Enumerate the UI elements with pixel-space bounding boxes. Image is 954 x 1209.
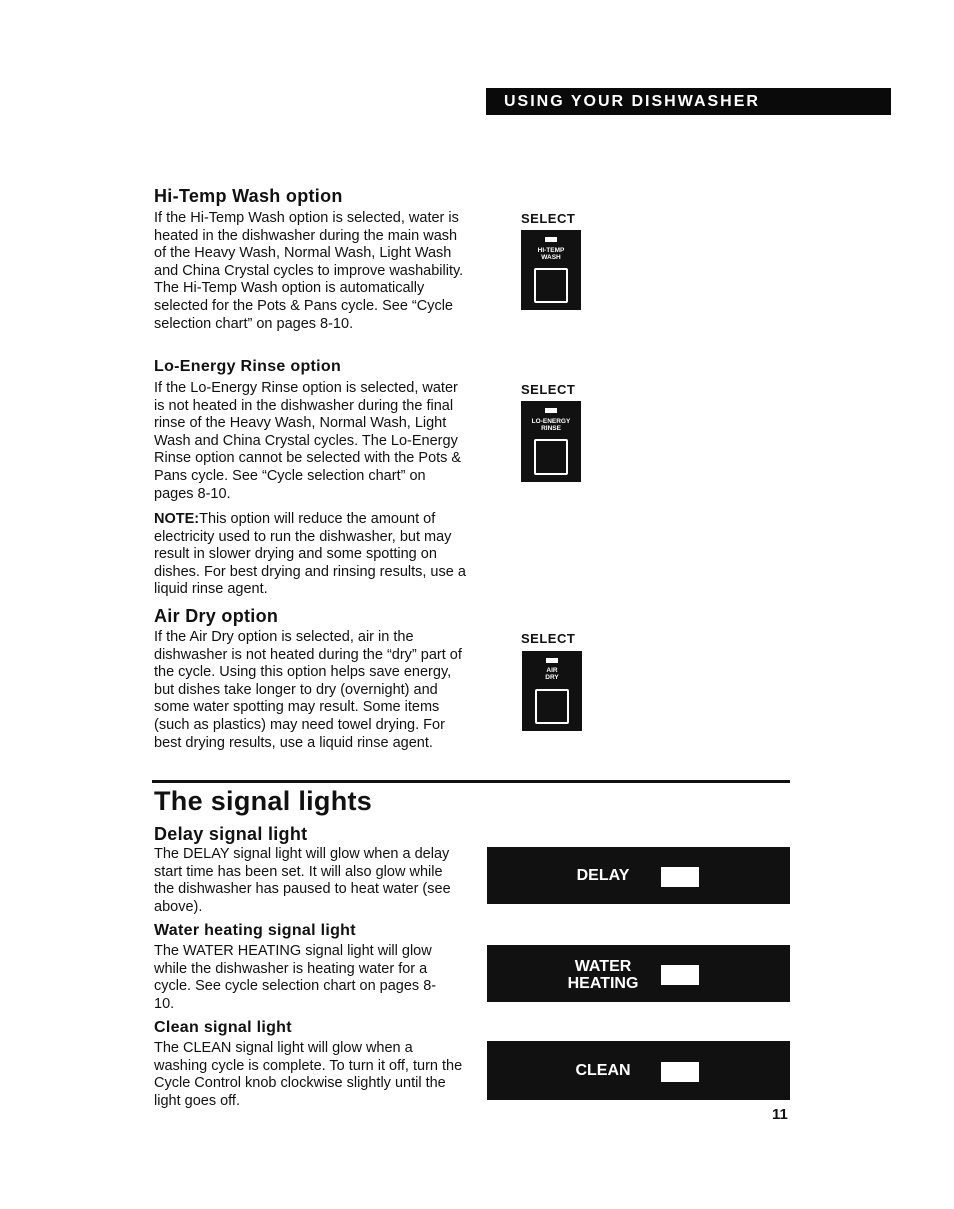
hi-temp-wash-button[interactable] (521, 230, 581, 310)
clean-signal-panel (487, 1041, 790, 1100)
water-heating-panel-label: WATER HEATING (567, 958, 639, 992)
lo-energy-select-label: SELECT (521, 382, 576, 397)
push-button-icon (534, 268, 568, 303)
lo-energy-heading: Lo-Energy Rinse option (154, 358, 342, 375)
indicator-light-icon (545, 237, 557, 242)
delay-body: The DELAY signal light will glow when a delay start time has been set. It will also glow while the dishwasher has paused to heat water (see above). (154, 846, 451, 915)
water-heating-signal-panel (487, 945, 790, 1002)
indicator-light-icon (546, 658, 558, 663)
lo-energy-button-label: LO-ENERGY RINSE (531, 418, 571, 432)
hi-temp-select-label: SELECT (521, 211, 576, 226)
air-dry-select-label: SELECT (521, 631, 576, 646)
delay-heading: Delay signal light (154, 824, 308, 844)
water-heating-body: The WATER HEATING signal light will glow while the dishwasher is heating water for a cycle. See cycle selection chart on pages 8-10. (154, 943, 437, 1012)
section-header: USING YOUR DISHWASHER (486, 88, 891, 115)
hi-temp-button-label: HI-TEMP WASH (537, 247, 565, 261)
push-button-icon (535, 689, 569, 724)
air-dry-button[interactable] (522, 651, 582, 731)
delay-light-icon (661, 867, 699, 887)
water-heating-light-icon (661, 965, 699, 985)
clean-panel-label: CLEAN (575, 1062, 631, 1079)
air-dry-body: If the Air Dry option is selected, air in the dishwasher is not heated during the “dry” part of the cycle. Using this option helps save energy, but dishes take longer to dry (overnight) and some water spotting may result. Some items (such as plastics) may need towel drying. For best drying results, use a liquid rinse agent. (154, 629, 462, 751)
indicator-light-icon (545, 408, 557, 413)
clean-heading: Clean signal light (154, 1019, 292, 1036)
water-heating-heading: Water heating signal light (154, 922, 356, 939)
push-button-icon (534, 439, 568, 475)
lo-energy-body: If the Lo-Energy Rinse option is selected, water is not heated in the dishwasher during the final rinse of the Heavy Wash, Normal Wash, Light Wash and China Crystal cycles. The Lo-Energy Rinse option cannot be selected with the Pots & Pans cycle. See “Cycle selection chart” on pages 8-10. (154, 380, 462, 502)
lo-energy-note (154, 511, 466, 599)
page-number: 11 (772, 1106, 788, 1123)
note-label: NOTE: (154, 511, 200, 527)
air-dry-heading: Air Dry option (154, 606, 279, 626)
lo-energy-rinse-button[interactable] (521, 401, 581, 482)
air-dry-button-label: AIR DRY (545, 667, 559, 681)
signal-lights-title: The signal lights (154, 786, 373, 816)
clean-light-icon (661, 1062, 699, 1082)
section-divider (152, 780, 790, 783)
hi-temp-heading: Hi-Temp Wash option (154, 186, 343, 206)
delay-signal-panel (487, 847, 790, 904)
note-body: This option will reduce the amount of electricity used to run the dishwasher, but may result in slower drying and some spotting on dishes. For best drying and rinsing results, use a liquid rinse agent. (154, 511, 466, 598)
hi-temp-body: If the Hi-Temp Wash option is selected, water is heated in the dishwasher during the main wash of the Heavy Wash, Normal Wash, Light Wash and China Crystal cycles to improve washability. The Hi-Temp Wash option is automatically selected for the Pots & Pans cycle. See “Cycle selection chart” on pages 8-10. (154, 210, 464, 332)
clean-body: The CLEAN signal light will glow when a washing cycle is complete. To turn it off, turn the Cycle Control knob clockwise slightly until the light goes off. (154, 1040, 463, 1109)
delay-panel-label: DELAY (576, 867, 630, 884)
